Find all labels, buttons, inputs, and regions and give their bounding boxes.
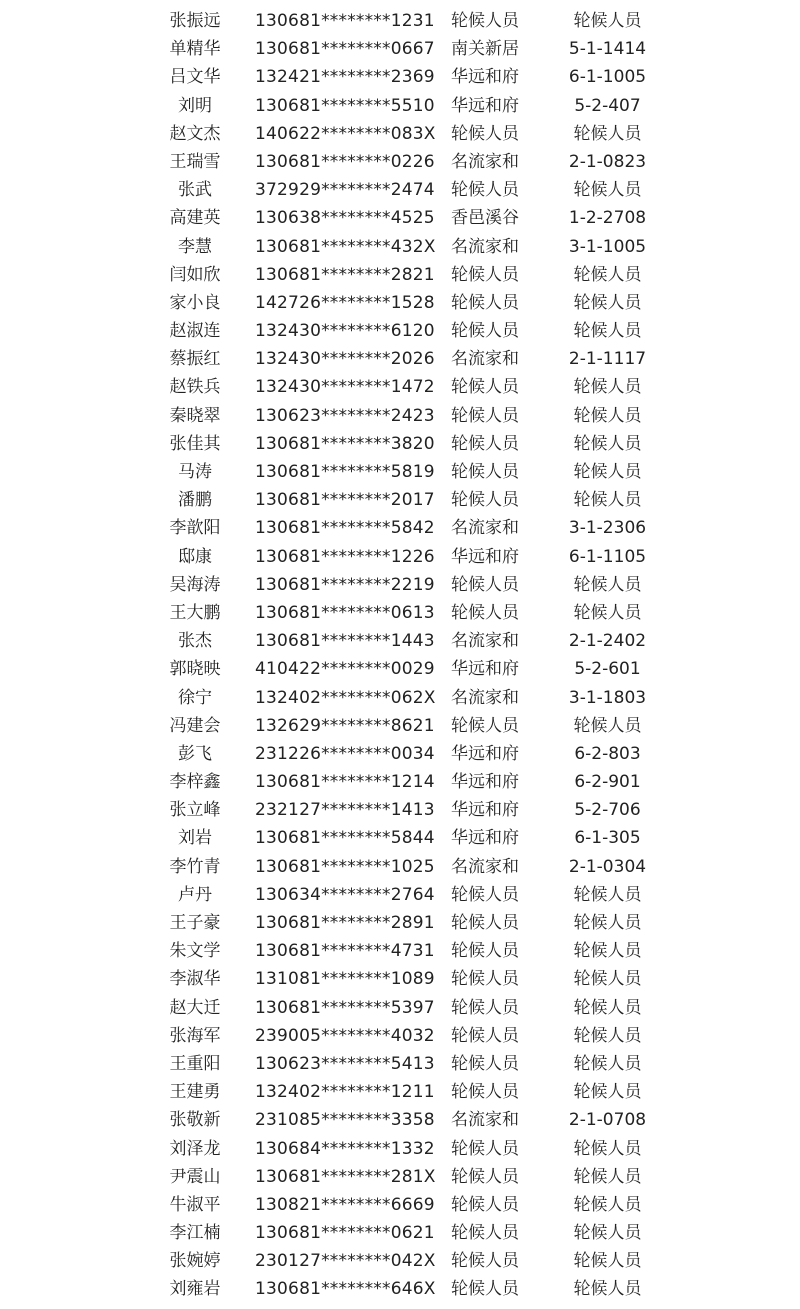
community-cell: 轮候人员 [451,264,519,285]
name-cell: 徐宁 [178,687,212,708]
unit-cell: 轮候人员 [573,11,642,31]
name-cell: 家小良 [169,292,221,313]
name-cell: 闫如欣 [169,264,221,285]
table-row [0,120,800,148]
unit-cell: 轮候人员 [573,941,642,962]
table-row [0,148,800,176]
table-row [0,1050,800,1078]
name-cell: 刘岩 [178,828,212,849]
unit-cell: 轮候人员 [573,574,642,595]
community-cell: 轮候人员 [451,1025,519,1046]
community-cell: 名流家和 [451,687,519,708]
table-row [0,345,800,373]
community-cell: 轮候人员 [451,1082,519,1103]
community-cell: 轮候人员 [451,941,519,962]
id-number-cell: 130681********646X [255,1279,436,1300]
community-cell: 华远和府 [451,659,519,680]
id-number-cell: 130681********2891 [255,913,435,933]
community-cell: 名流家和 [451,631,519,652]
id-number-cell: 130681********1214 [255,772,435,793]
community-cell: 轮候人员 [451,11,519,31]
id-number-cell: 132430********6120 [255,321,435,342]
name-cell: 王瑞雪 [169,151,221,172]
unit-cell: 6-1-1005 [568,67,647,88]
id-number-cell: 230127********042X [255,1251,436,1272]
name-cell: 李慧 [178,236,212,257]
name-cell: 张海军 [169,1025,221,1046]
name-cell: 王建勇 [169,1082,221,1103]
table-row [0,317,800,345]
unit-cell: 3-1-2306 [568,518,647,539]
unit-cell: 6-1-1105 [568,546,647,567]
table-row [0,881,800,909]
name-cell: 牛淑平 [169,1194,221,1215]
community-cell: 轮候人员 [451,715,519,736]
unit-cell: 轮候人员 [573,913,642,933]
unit-cell: 轮候人员 [573,1279,642,1300]
community-cell: 轮候人员 [451,123,519,144]
community-cell: 轮候人员 [451,1166,519,1187]
id-number-cell: 140622********083X [255,123,436,144]
unit-cell: 轮候人员 [573,1166,642,1187]
id-number-cell: 130681********5397 [255,997,435,1018]
unit-cell: 轮候人员 [573,377,642,398]
name-cell: 张婉婷 [169,1251,221,1272]
id-number-cell: 130681********2219 [255,574,435,595]
unit-cell: 3-1-1005 [568,236,647,257]
community-cell: 轮候人员 [451,1279,519,1300]
table-row [0,1163,800,1191]
unit-cell: 轮候人员 [573,1025,642,1046]
table-row [0,543,800,571]
community-cell: 名流家和 [451,236,519,257]
table-row [0,63,800,91]
community-cell: 轮候人员 [451,405,519,426]
id-number-cell: 130681********432X [255,236,436,257]
table-row [0,1078,800,1106]
community-cell: 轮候人员 [451,913,519,933]
table-row [0,712,800,740]
id-number-cell: 130638********4525 [255,208,435,229]
table-row [0,571,800,599]
name-cell: 李淑华 [169,969,221,990]
table-row [0,514,800,542]
id-number-cell: 130681********0621 [255,1223,435,1244]
id-number-cell: 130681********0667 [255,39,435,60]
community-cell: 轮候人员 [451,1138,519,1159]
community-cell: 香邑溪谷 [451,208,519,229]
community-cell: 轮候人员 [451,462,519,482]
unit-cell: 轮候人员 [573,602,642,623]
table-row [0,684,800,712]
id-number-cell: 130681********5510 [255,95,435,116]
id-number-cell: 372929********2474 [255,180,435,201]
name-cell: 赵文杰 [169,123,221,144]
table-row [0,768,800,796]
community-cell: 轮候人员 [451,1223,519,1244]
unit-cell: 轮候人员 [573,405,642,426]
unit-cell: 2-1-0708 [568,1110,647,1131]
community-cell: 名流家和 [451,349,519,370]
unit-cell: 轮候人员 [573,180,642,201]
name-cell: 张武 [178,180,212,201]
id-number-cell: 130623********2423 [255,405,435,426]
unit-cell: 6-2-901 [574,772,641,793]
unit-cell: 轮候人员 [573,1194,642,1215]
unit-cell: 轮候人员 [573,969,642,990]
table-row [0,373,800,401]
id-number-cell: 132629********8621 [255,715,435,736]
community-cell: 轮候人员 [451,969,519,990]
name-cell: 张杰 [178,631,212,652]
table-row [0,965,800,993]
name-cell: 王重阳 [169,1053,221,1074]
id-number-cell: 130681********2821 [255,264,435,285]
table-row [0,176,800,204]
table-row [0,7,800,35]
id-number-cell: 132402********062X [255,687,436,708]
id-number-cell: 232127********1413 [255,800,435,821]
id-number-cell: 130681********1025 [255,856,435,877]
table-row [0,261,800,289]
name-cell: 马涛 [178,462,212,482]
community-cell: 轮候人员 [451,490,519,511]
unit-cell: 轮候人员 [573,1251,642,1272]
name-cell: 潘鹏 [178,490,212,511]
name-cell: 李江楠 [169,1223,221,1244]
community-cell: 华远和府 [451,800,519,821]
community-cell: 轮候人员 [451,574,519,595]
table-row [0,1022,800,1050]
table-row [0,1135,800,1163]
community-cell: 轮候人员 [451,602,519,623]
name-cell: 刘雍岩 [169,1279,221,1300]
community-cell: 华远和府 [451,828,519,849]
name-cell: 张立峰 [169,800,221,821]
unit-cell: 3-1-1803 [568,687,647,708]
unit-cell: 5-2-601 [574,659,641,680]
name-cell: 张振远 [169,11,221,31]
community-cell: 轮候人员 [451,997,519,1018]
name-cell: 卢丹 [178,884,212,905]
id-number-cell: 130634********2764 [255,884,435,905]
unit-cell: 轮候人员 [573,884,642,905]
table-row [0,909,800,937]
unit-cell: 2-1-0304 [568,856,647,877]
table-row [0,937,800,965]
id-number-cell: 410422********0029 [255,659,435,680]
unit-cell: 轮候人员 [573,490,642,511]
table-row [0,740,800,768]
name-cell: 赵大迁 [169,997,221,1018]
community-cell: 轮候人员 [451,433,519,454]
id-number-cell: 130684********1332 [255,1138,435,1159]
community-cell: 名流家和 [451,151,519,172]
unit-cell: 轮候人员 [573,264,642,285]
name-cell: 朱文学 [169,941,221,962]
community-cell: 轮候人员 [451,180,519,201]
name-cell: 高建英 [169,208,221,229]
community-cell: 轮候人员 [451,321,519,342]
unit-cell: 5-1-1414 [568,39,647,60]
community-cell: 轮候人员 [451,1194,519,1215]
id-number-cell: 130681********4731 [255,941,435,962]
community-cell: 名流家和 [451,856,519,877]
community-cell: 华远和府 [451,67,519,88]
id-number-cell: 132402********1211 [255,1082,435,1103]
name-cell: 彭飞 [178,743,212,764]
table-row [0,35,800,63]
unit-cell: 5-2-407 [574,95,641,116]
id-number-cell: 130681********3820 [255,433,435,454]
unit-cell: 6-1-305 [574,828,641,849]
table-row [0,824,800,852]
name-cell: 张佳其 [169,433,221,454]
table-row [0,289,800,317]
unit-cell: 轮候人员 [573,433,642,454]
name-cell: 赵铁兵 [169,377,221,398]
name-cell: 赵淑连 [169,321,221,342]
community-cell: 华远和府 [451,743,519,764]
id-number-cell: 130681********5819 [255,462,435,482]
name-cell: 张敬新 [169,1110,221,1131]
id-number-cell: 132421********2369 [255,67,435,88]
community-cell: 南关新居 [451,39,519,60]
table-row [0,1191,800,1219]
name-cell: 王子豪 [169,913,221,933]
name-cell: 郭晓映 [169,659,221,680]
table-row [0,627,800,655]
community-cell: 轮候人员 [451,1053,519,1074]
unit-cell: 轮候人员 [573,1053,642,1074]
unit-cell: 轮候人员 [573,321,642,342]
unit-cell: 5-2-706 [574,800,641,821]
table-row [0,853,800,881]
community-cell: 华远和府 [451,772,519,793]
id-number-cell: 130623********5413 [255,1053,435,1074]
name-cell: 尹震山 [169,1166,221,1187]
allocation-list-table [0,7,800,1304]
community-cell: 轮候人员 [451,377,519,398]
table-row [0,204,800,232]
name-cell: 单精华 [169,39,221,60]
table-row [0,92,800,120]
table-row [0,1275,800,1303]
table-row [0,458,800,486]
table-row [0,486,800,514]
name-cell: 刘明 [178,95,212,116]
id-number-cell: 130681********1231 [255,11,435,31]
name-cell: 吕文华 [169,67,221,88]
unit-cell: 轮候人员 [573,715,642,736]
unit-cell: 轮候人员 [573,462,642,482]
unit-cell: 轮候人员 [573,1082,642,1103]
name-cell: 邸康 [178,546,212,567]
name-cell: 王大鹏 [169,602,221,623]
id-number-cell: 130681********2017 [255,490,435,511]
community-cell: 华远和府 [451,95,519,116]
community-cell: 轮候人员 [451,292,519,313]
table-row [0,599,800,627]
name-cell: 冯建会 [169,715,221,736]
id-number-cell: 130681********5844 [255,828,435,849]
table-row [0,233,800,261]
table-row [0,1219,800,1247]
id-number-cell: 231226********0034 [255,743,435,764]
name-cell: 吴海涛 [169,574,221,595]
id-number-cell: 231085********3358 [255,1110,435,1131]
id-number-cell: 130681********1443 [255,631,435,652]
unit-cell: 轮候人员 [573,1223,642,1244]
id-number-cell: 130681********0613 [255,602,435,623]
unit-cell: 轮候人员 [573,292,642,313]
name-cell: 李歆阳 [169,518,221,539]
table-row [0,655,800,683]
table-row [0,402,800,430]
unit-cell: 2-1-1117 [568,349,647,370]
id-number-cell: 132430********1472 [255,377,435,398]
unit-cell: 2-1-2402 [568,631,647,652]
unit-cell: 轮候人员 [573,123,642,144]
name-cell: 李竹青 [169,856,221,877]
name-cell: 秦晓翠 [169,405,221,426]
id-number-cell: 239005********4032 [255,1025,435,1046]
id-number-cell: 130681********1226 [255,546,435,567]
id-number-cell: 130681********281X [255,1166,436,1187]
table-row [0,1247,800,1275]
id-number-cell: 132430********2026 [255,349,435,370]
community-cell: 轮候人员 [451,884,519,905]
table-row [0,994,800,1022]
unit-cell: 6-2-803 [574,743,641,764]
table-row [0,796,800,824]
id-number-cell: 130681********5842 [255,518,435,539]
id-number-cell: 142726********1528 [255,292,435,313]
unit-cell: 2-1-0823 [568,151,647,172]
community-cell: 名流家和 [451,518,519,539]
community-cell: 华远和府 [451,546,519,567]
unit-cell: 轮候人员 [573,1138,642,1159]
table-row [0,1106,800,1134]
unit-cell: 轮候人员 [573,997,642,1018]
community-cell: 轮候人员 [451,1251,519,1272]
name-cell: 李梓鑫 [169,772,221,793]
unit-cell: 1-2-2708 [568,208,647,229]
id-number-cell: 130821********6669 [255,1194,435,1215]
id-number-cell: 131081********1089 [255,969,435,990]
name-cell: 刘泽龙 [169,1138,221,1159]
community-cell: 名流家和 [451,1110,519,1131]
name-cell: 蔡振红 [169,349,221,370]
table-row [0,430,800,458]
id-number-cell: 130681********0226 [255,151,435,172]
